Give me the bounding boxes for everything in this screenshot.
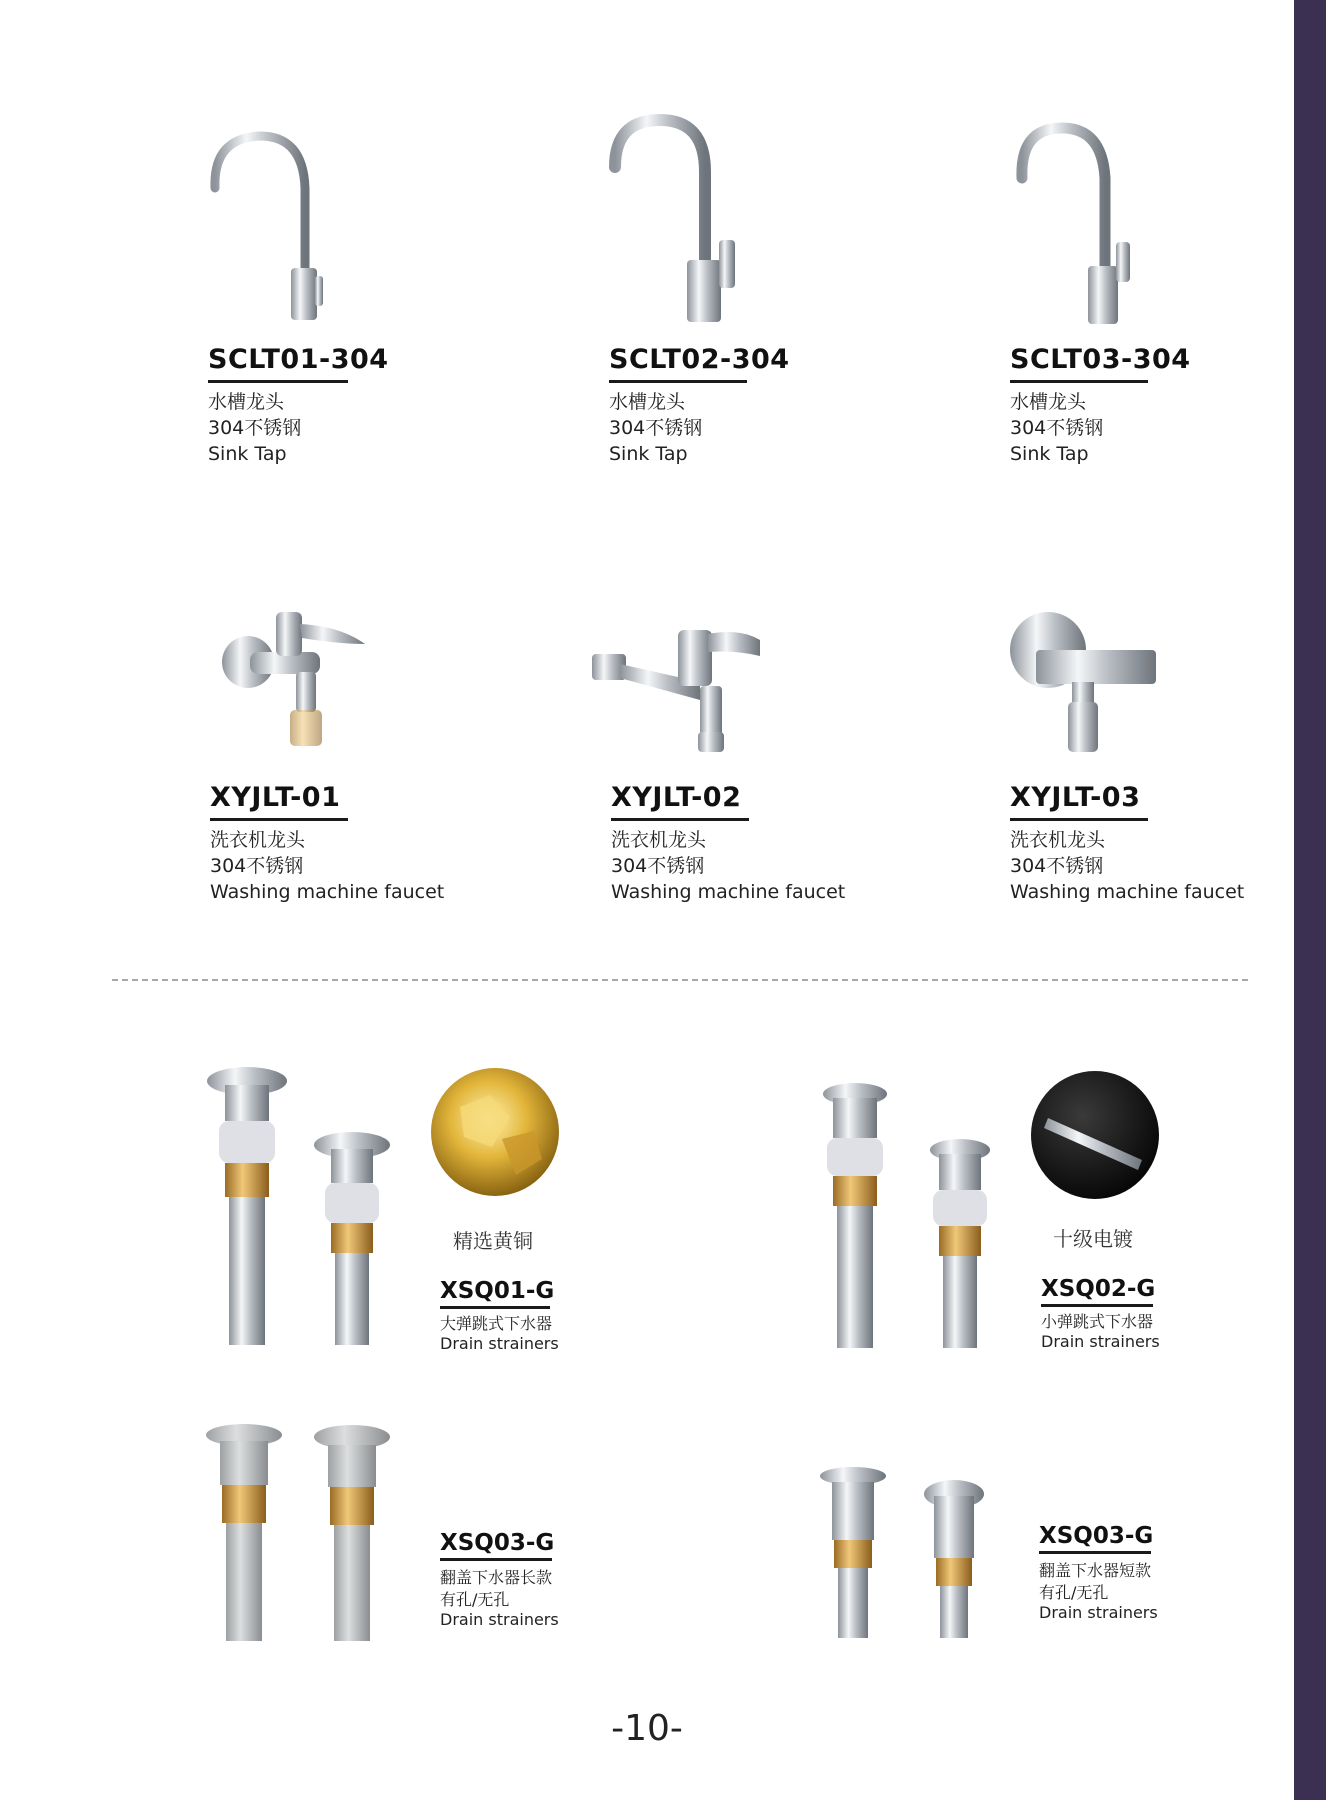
product-cn-name: 洗衣机龙头 (210, 829, 306, 851)
code-underline (1010, 380, 1148, 383)
badge-label: 精选黄铜 (453, 1229, 533, 1253)
product-en-name: Sink Tap (208, 443, 287, 465)
code-underline (1039, 1551, 1151, 1554)
product-cn-name: 洗衣机龙头 (611, 829, 707, 851)
sink-tap-icon (205, 128, 355, 323)
washing-faucet-icon (220, 604, 370, 754)
product-material: 304不锈钢 (1010, 417, 1104, 439)
badge-label: 十级电镀 (1053, 1227, 1133, 1251)
flip-drain-icon (202, 1423, 402, 1645)
product-cn-name: 水槽龙头 (208, 391, 285, 413)
product-cn-name: 大弹跳式下水器 (440, 1314, 553, 1333)
product-code: XSQ03-G (440, 1530, 555, 1556)
page-number: -10- (611, 1708, 683, 1749)
product-material: 304不锈钢 (1010, 855, 1104, 877)
product-cn-name: 水槽龙头 (609, 391, 686, 413)
sink-tap-icon (605, 112, 755, 327)
product-en-name: Drain strainers (440, 1334, 559, 1353)
product-cn-name: 小弹跳式下水器 (1041, 1312, 1154, 1331)
product-en-name: Drain strainers (440, 1610, 559, 1629)
product-code: SCLT02-304 (609, 344, 790, 375)
product-en-name: Washing machine faucet (611, 881, 846, 903)
product-material: 304不锈钢 (609, 417, 703, 439)
product-code: XSQ02-G (1041, 1276, 1156, 1302)
pop-up-drain-icon (205, 1065, 395, 1355)
product-cn-sub: 有孔/无孔 (1039, 1583, 1109, 1602)
code-underline (440, 1306, 550, 1309)
code-underline (440, 1558, 552, 1561)
product-en-name: Sink Tap (609, 443, 688, 465)
dashed-divider (112, 979, 1248, 981)
code-underline (1041, 1304, 1153, 1307)
code-underline (611, 818, 749, 821)
product-code: XSQ01-G (440, 1278, 555, 1304)
product-cn-name: 翻盖下水器短款 (1039, 1561, 1152, 1580)
product-cn-name: 洗衣机龙头 (1010, 829, 1106, 851)
product-en-name: Sink Tap (1010, 443, 1089, 465)
product-en-name: Drain strainers (1041, 1332, 1160, 1351)
product-en-name: Drain strainers (1039, 1603, 1158, 1622)
brass-material-icon (430, 1067, 560, 1197)
product-material: 304不锈钢 (210, 855, 304, 877)
product-code: XYJLT-02 (611, 782, 742, 813)
product-material: 304不锈钢 (611, 855, 705, 877)
side-accent-bar (1294, 0, 1326, 1800)
product-cn-sub: 有孔/无孔 (440, 1590, 510, 1609)
pop-up-drain-icon (815, 1082, 1005, 1352)
flip-drain-icon (818, 1466, 1000, 1642)
product-code: XSQ03-G (1039, 1523, 1154, 1549)
product-cn-name: 水槽龙头 (1010, 391, 1087, 413)
product-code: SCLT03-304 (1010, 344, 1191, 375)
washing-faucet-icon (590, 616, 765, 756)
code-underline (1010, 818, 1148, 821)
product-en-name: Washing machine faucet (1010, 881, 1245, 903)
angle-valve-icon (1008, 610, 1158, 760)
product-cn-name: 翻盖下水器长款 (440, 1568, 553, 1587)
code-underline (609, 380, 747, 383)
product-en-name: Washing machine faucet (210, 881, 445, 903)
product-code: XYJLT-01 (210, 782, 341, 813)
product-code: XYJLT-03 (1010, 782, 1141, 813)
product-material: 304不锈钢 (208, 417, 302, 439)
product-code: SCLT01-304 (208, 344, 389, 375)
code-underline (208, 380, 348, 383)
code-underline (210, 818, 348, 821)
sink-tap-icon (1010, 118, 1160, 328)
plating-material-icon (1030, 1070, 1160, 1200)
